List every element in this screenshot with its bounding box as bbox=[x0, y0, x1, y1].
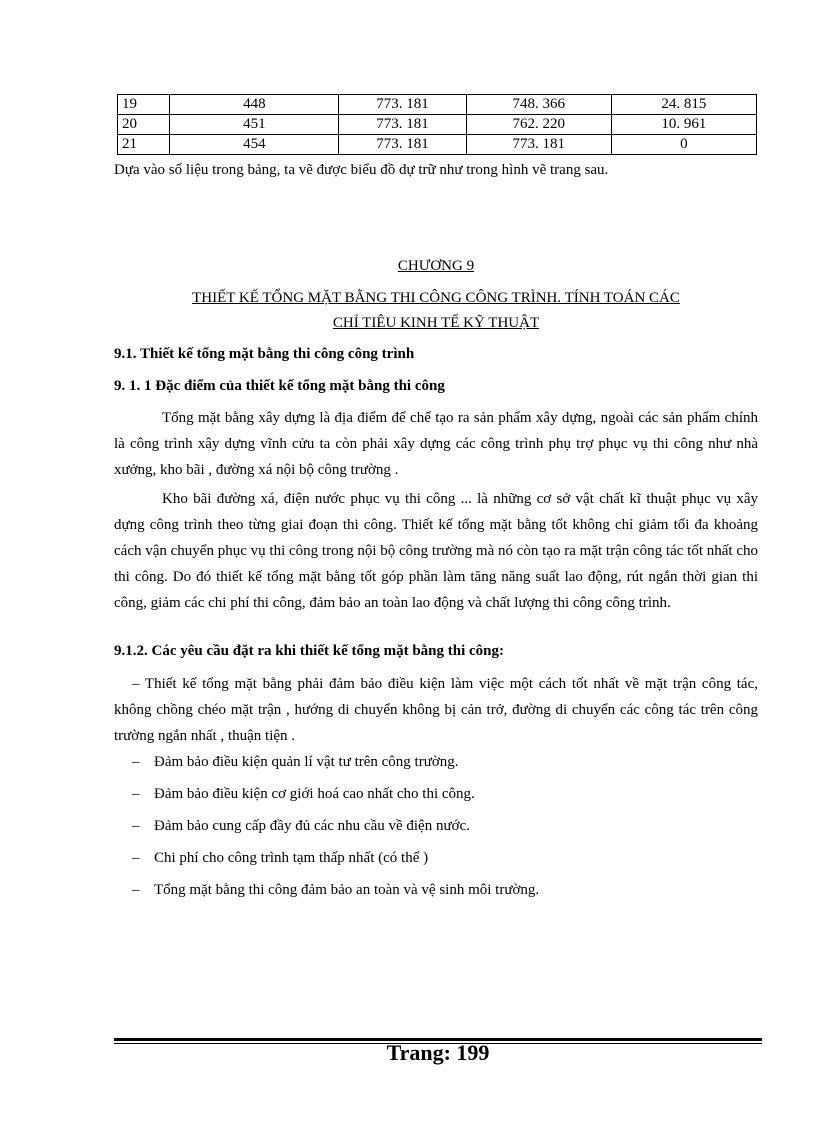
bullet-item bbox=[132, 786, 475, 803]
section-heading-9-1-2: 9.1.2. Các yêu cầu đặt ra khi thiết kế tổng mặt bằng thi công: bbox=[114, 643, 505, 659]
chapter-title-line1-text: THIẾT KẾ TỔNG MẶT BẰNG THI CÔNG CÔNG TRÌNH. TÍNH TOÁN CÁC bbox=[192, 290, 680, 306]
chapter-title-line2-text: CHỈ TIÊU KINH TẾ KỸ THUẬT bbox=[332, 315, 540, 331]
table-cell: 10. 961 bbox=[611, 115, 756, 135]
table-row bbox=[118, 115, 757, 135]
bullet-dash: – bbox=[132, 754, 140, 770]
chapter-number bbox=[114, 258, 758, 275]
page-number: Trang: 199 bbox=[386, 1040, 490, 1065]
paragraph-1: Tổng mặt bằng xây dựng là địa điểm để chế tạo ra sản phẩm xây dựng, ngoài các sản phẩm chính là công trình xây dựng vĩnh cửu ta còn phải xây dựng các công trình phụ trợ phục vụ thi công như nhà xưởng, kho bãi , đường xá nội bộ công trường . bbox=[114, 410, 758, 478]
table-cell: 0 bbox=[611, 135, 756, 155]
section-heading-9-1-1: 9. 1. 1 Đặc điểm của thiết kế tổng mặt bằng thi công bbox=[114, 378, 445, 394]
data-table bbox=[117, 94, 757, 155]
table-cell: 448 bbox=[170, 95, 339, 115]
bullet-item bbox=[132, 754, 459, 771]
bullet-item bbox=[132, 882, 539, 899]
bullet-text: Đảm bảo điều kiện quản lí vật tư trên công trường. bbox=[154, 754, 459, 770]
bullet-dash: – bbox=[132, 882, 140, 898]
bullet-item bbox=[132, 850, 428, 867]
paragraph-3: – Thiết kế tổng mặt bằng phải đảm bảo điều kiện làm việc một cách tốt nhất về mặt trận công tác, không chồng chéo mặt trận , hướng di chuyển không bị cản trở, đường di chuyển các công tác trên công trường ngắn nhất , thuận tiện . bbox=[114, 676, 758, 744]
bullet-item bbox=[132, 818, 470, 835]
table-cell: 454 bbox=[170, 135, 339, 155]
paragraph-2: Kho bãi đường xá, điện nước phục vụ thi công ... là những cơ sở vật chất kĩ thuật phục vụ xây dựng công trình theo từng giai đoạn thi công. Thiết kế tổng mặt bằng tốt không chỉ giảm tối đa khoảng cách vận chuyển phục vụ thi công trong nội bộ công trường mà nó còn tạo ra mặt trận công tác tốt nhất cho thi công. Do đó thiết kế tổng mặt bằng tốt góp phần làm tăng năng suất lao động, rút ngắn thời gian thi công, giảm các chi phí thi công, đảm bảo an toàn lao động và chất lượng thi công công trình. bbox=[114, 491, 758, 611]
table-cell: 748. 366 bbox=[466, 95, 611, 115]
table-row bbox=[118, 135, 757, 155]
bullet-dash: – bbox=[132, 850, 140, 866]
table-cell: 773. 181 bbox=[339, 115, 466, 135]
table-cell: 24. 815 bbox=[611, 95, 756, 115]
table-cell: 19 bbox=[118, 95, 170, 115]
table-cell: 773. 181 bbox=[339, 95, 466, 115]
bullet-text: Tổng mặt bằng thi công đảm bảo an toàn và vệ sinh môi trường. bbox=[154, 882, 540, 898]
table-cell: 20 bbox=[118, 115, 170, 135]
bullet-dash: – bbox=[132, 818, 140, 834]
chapter-number-text: CHƯƠNG 9 bbox=[397, 258, 475, 274]
bullet-text: Đảm bảo điều kiện cơ giới hoá cao nhất cho thi công. bbox=[154, 786, 475, 802]
bullet-text: Chi phí cho công trình tạm thấp nhất (có thể ) bbox=[154, 850, 429, 866]
table-cell: 451 bbox=[170, 115, 339, 135]
bullet-text: Đảm bảo cung cấp đầy đủ các nhu cầu về điện nước. bbox=[154, 818, 470, 834]
table-caption-text: Dựa vào số liệu trong bảng, ta vẽ được biểu đồ dự trữ như trong hình vẽ trang sau. bbox=[114, 162, 609, 178]
table-cell: 21 bbox=[118, 135, 170, 155]
chapter-title-line2 bbox=[114, 315, 758, 332]
section-heading-9-1: 9.1. Thiết kế tổng mặt bằng thi công công trình bbox=[114, 346, 415, 362]
bullet-dash: – bbox=[132, 786, 140, 802]
table-cell: 773. 181 bbox=[339, 135, 466, 155]
chapter-title-line1 bbox=[114, 290, 758, 307]
table-cell: 762. 220 bbox=[466, 115, 611, 135]
table-row bbox=[118, 95, 757, 115]
table-cell: 773. 181 bbox=[466, 135, 611, 155]
